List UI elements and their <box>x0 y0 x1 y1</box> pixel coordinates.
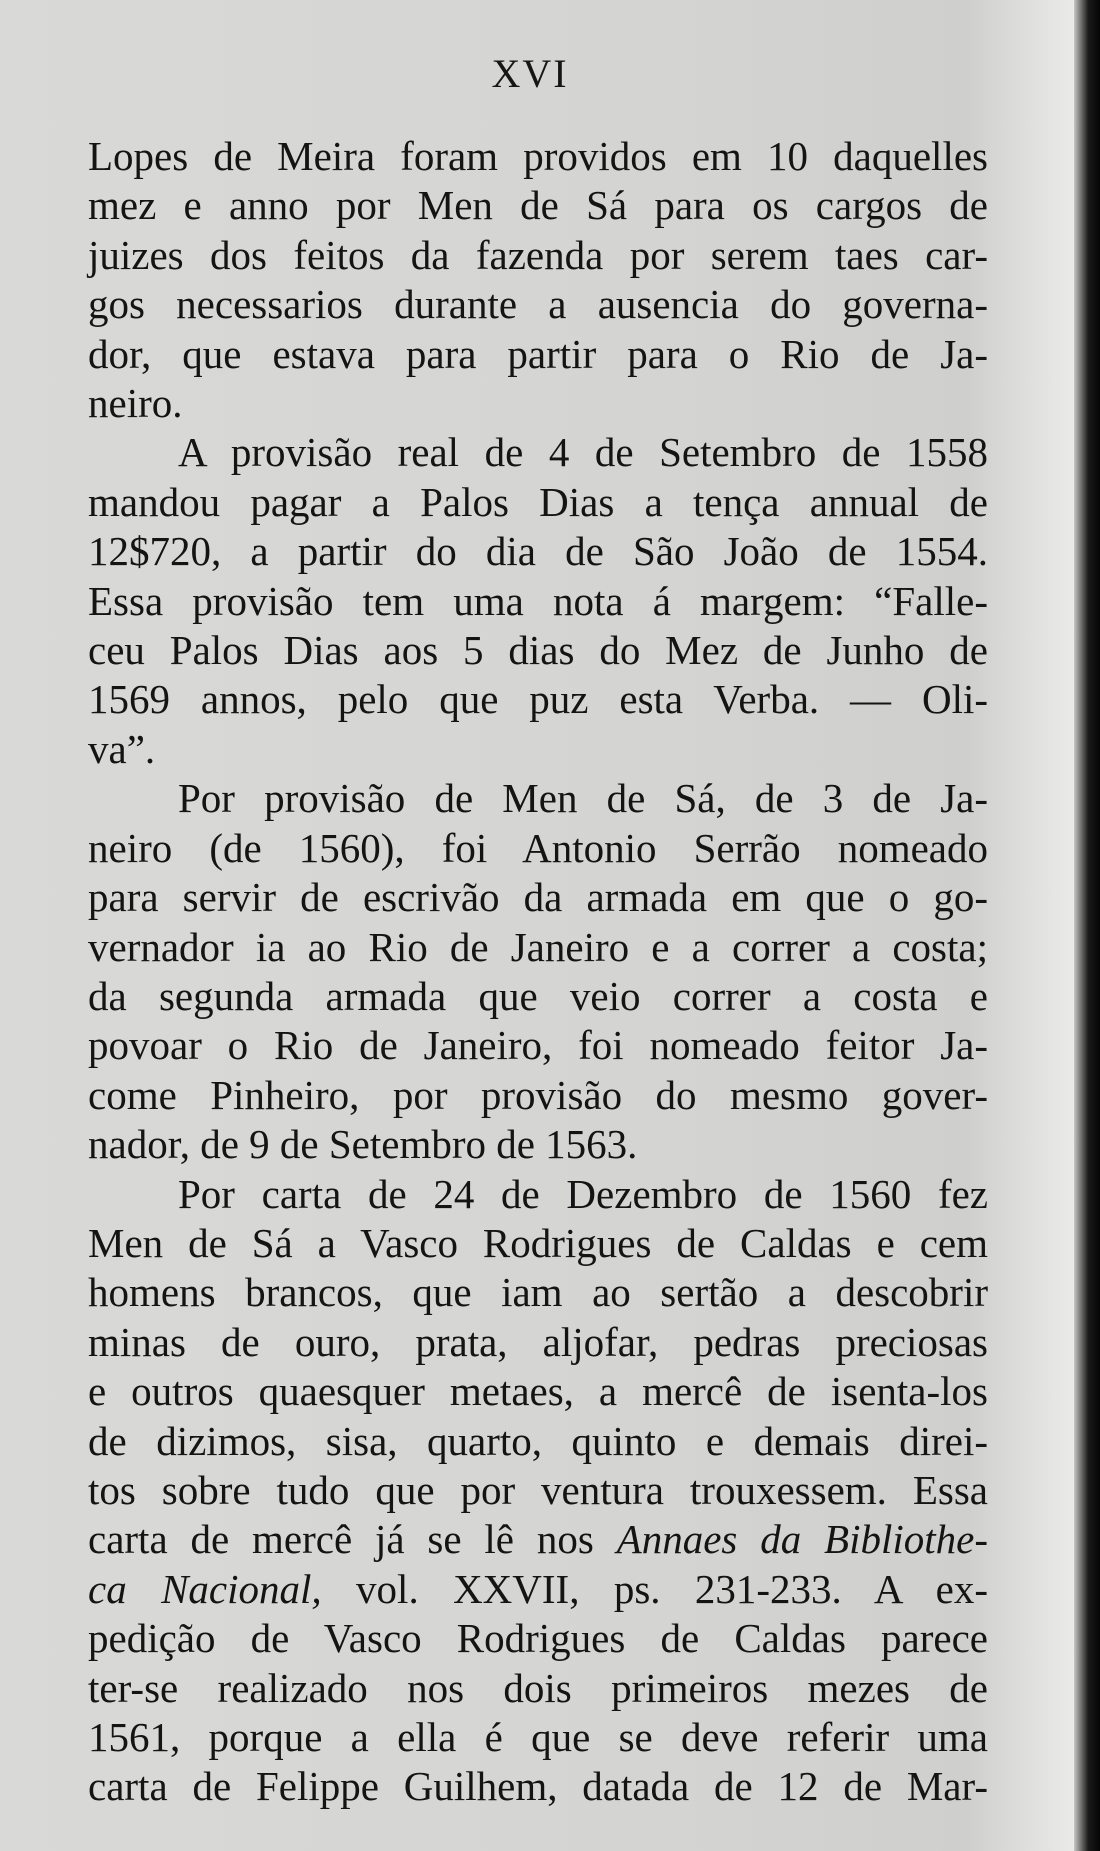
line-text: 1561, porque a ella é que se deve referir uma <box>88 1714 988 1760</box>
text-line <box>88 1713 988 1762</box>
text-line <box>88 1565 988 1614</box>
line-text: ceu Palos Dias aos 5 dias do Mez de Junho de <box>88 627 988 674</box>
line-text: neiro (de 1560), foi Antonio Serrão nomeado <box>88 824 988 871</box>
text-line <box>88 527 988 576</box>
text-line <box>88 725 988 774</box>
body-text <box>88 132 988 1812</box>
line-text: da segunda armada que veio correr a costa e <box>88 972 988 1019</box>
italic-text: Annaes da Bibliothe- <box>616 1516 988 1563</box>
text-line <box>88 1021 988 1070</box>
line-text: va”. <box>88 725 156 772</box>
text-line <box>88 675 988 724</box>
line-text: Por carta de 24 de Dezembro de 1560 fez <box>178 1170 988 1217</box>
line-text: tos sobre tudo que por ventura trouxessem. Essa <box>88 1466 988 1513</box>
text-line <box>88 478 988 527</box>
line-text: minas de ouro, prata, aljofar, pedras preciosas <box>88 1318 988 1365</box>
text-line <box>88 1417 988 1466</box>
text-line <box>88 972 988 1021</box>
text-line <box>88 1268 988 1317</box>
text-line <box>88 1762 988 1811</box>
line-text: come Pinheiro, por provisão do mesmo gover- <box>88 1071 988 1118</box>
text-line <box>88 824 988 873</box>
line-text: pedição de Vasco Rodrigues de Caldas parece <box>88 1615 988 1662</box>
line-text: Men de Sá a Vasco Rodrigues de Caldas e cem <box>88 1219 988 1266</box>
line-text: ter-se realizado nos dois primeiros mezes de <box>88 1664 988 1711</box>
text-line <box>88 1614 988 1663</box>
text-line <box>88 1664 988 1713</box>
line-text: homens brancos, que iam ao sertão a descobrir <box>88 1269 988 1316</box>
line-text: vernador ia ao Rio de Janeiro e a correr a costa; <box>88 923 988 970</box>
line-text: dor, que estava para partir para o Rio de Ja- <box>88 330 988 377</box>
line-text: juizes dos feitos da fazenda por serem taes car- <box>88 231 988 278</box>
page-number: XVI <box>491 51 569 96</box>
line-text: Por provisão de Men de Sá, de 3 de Ja- <box>178 775 988 822</box>
line-text: povoar o Rio de Janeiro, foi nomeado feitor Ja- <box>88 1022 988 1069</box>
text-line <box>88 1219 988 1268</box>
text-line <box>88 774 988 823</box>
text-line <box>88 1170 988 1219</box>
line-text: mandou pagar a Palos Dias a tença annual de <box>88 478 988 525</box>
line-text: mez e anno por Men de Sá para os cargos de <box>88 182 988 229</box>
text-line <box>88 379 988 428</box>
line-text: e outros quaesquer metaes, a mercê de isenta-los <box>88 1368 988 1415</box>
line-text: carta de Felippe Guilhem, datada de 12 de Mar- <box>88 1763 988 1810</box>
text-line <box>88 280 988 329</box>
italic-text: ca Nacional, <box>88 1565 322 1612</box>
line-text: para servir de escrivão da armada em que o go- <box>88 874 988 921</box>
line-text: de dizimos, sisa, quarto, quinto e demais direi- <box>88 1417 988 1464</box>
line-text: 12$720, a partir do dia de São João de 1554. <box>88 528 988 575</box>
line-text: Essa provisão tem uma nota á margem: “Falle- <box>88 577 988 624</box>
text-line <box>88 1318 988 1367</box>
text-line <box>88 132 988 181</box>
text-line <box>88 873 988 922</box>
text-line <box>88 577 988 626</box>
text-line <box>88 428 988 477</box>
text-line <box>88 231 988 280</box>
line-text: vol. XXVII, ps. 231-233. A ex- <box>356 1565 989 1612</box>
text-line <box>88 626 988 675</box>
text-line <box>88 1071 988 1120</box>
line-text: 1569 annos, pelo que puz esta Verba. — Oli- <box>88 676 988 723</box>
text-line <box>88 1515 988 1564</box>
text-line <box>88 923 988 972</box>
line-text: neiro. <box>88 380 183 427</box>
line-text: A provisão real de 4 de Setembro de 1558 <box>178 429 988 476</box>
text-line <box>88 330 988 379</box>
line-text: carta de mercê já se lê nos <box>88 1516 594 1563</box>
text-line <box>88 181 988 230</box>
text-line <box>88 1120 988 1169</box>
line-text: gos necessarios durante a ausencia do governa- <box>88 281 988 328</box>
text-line <box>88 1466 988 1515</box>
text-line <box>88 1367 988 1416</box>
line-text: nador, de 9 de Setembro de 1563. <box>88 1121 638 1168</box>
line-text: Lopes de Meira foram providos em 10 daquelles <box>88 133 988 179</box>
page-edge-shadow <box>1074 0 1100 1851</box>
